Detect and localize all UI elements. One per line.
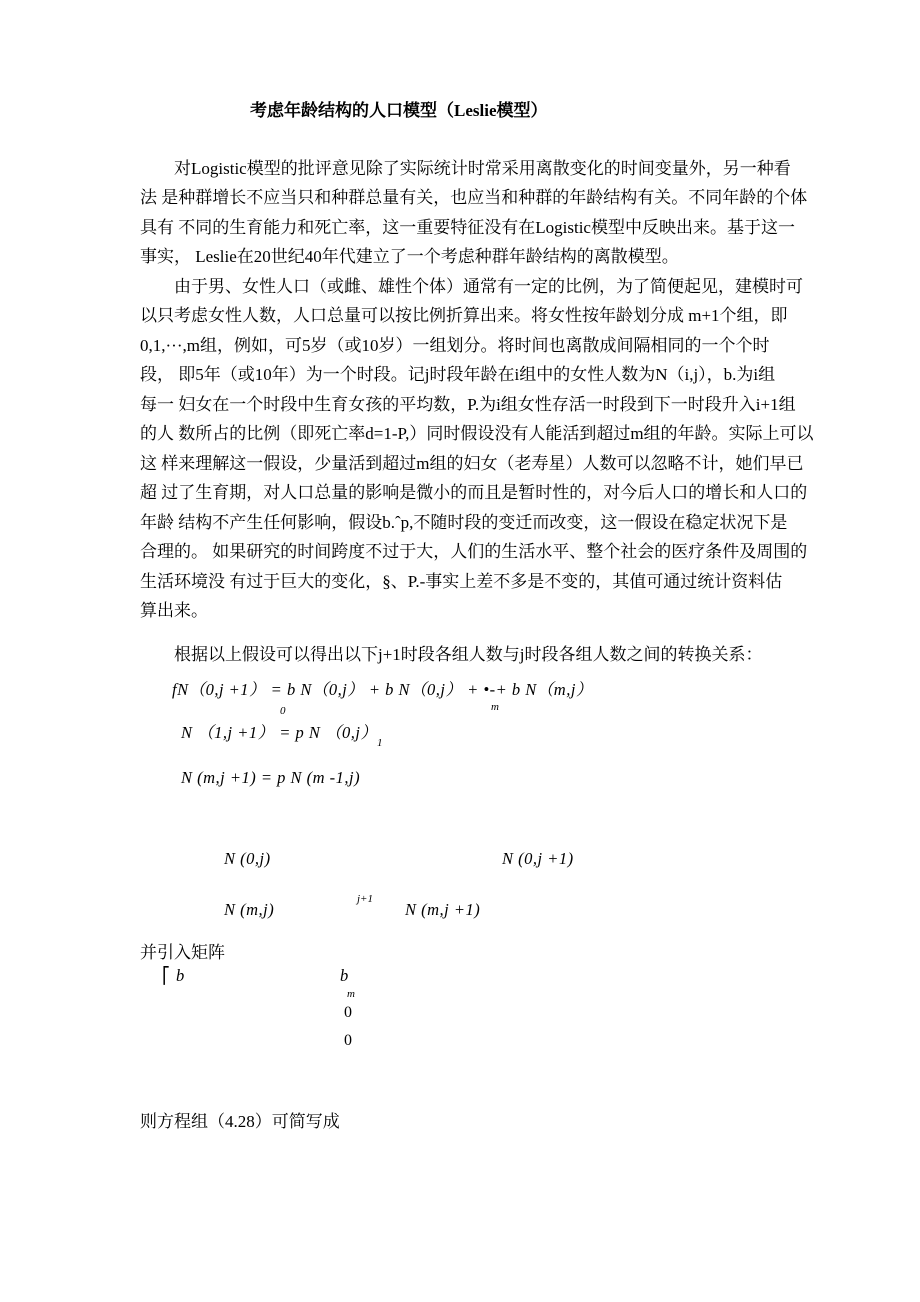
- para1-line1: 对Logistic模型的批评意见除了实际统计时常采用离散变化的时间变量外，另一种看: [174, 158, 791, 178]
- paragraph-1: [140, 154, 808, 272]
- para2-line3: 0,1,···,m组，例如，可5岁（或10岁）一组划分。将时间也离散成间隔相同的一个个时: [140, 335, 770, 355]
- formula-3: N (m,j +1) = p N (m -1,j): [181, 768, 361, 787]
- formula-2-superscript-0: 0: [280, 705, 286, 717]
- para1-line3: 具有 不同的生育能力和死亡率，这一重要特征没有在Logistic模型中反映出来。基于这一: [140, 217, 795, 237]
- matrix-entry-zero1: 0: [344, 1004, 352, 1021]
- para2-line12: 算出来。: [140, 601, 208, 620]
- formula-2: N （1,j +1） = p N （0,j）: [181, 723, 378, 742]
- matrix-intro: 并引入矩阵: [140, 943, 225, 962]
- vector-term-n0j1: N (0,j +1): [502, 849, 574, 868]
- formula-2-subscript-1: 1: [377, 737, 383, 749]
- para2-line4: 段， 即5年（或10年）为一个时段。记j时段年龄在i组中的女性人数为N（i,j），b.为i组: [140, 365, 776, 384]
- footer-text: 则方程组（4.28）可简写成: [140, 1112, 340, 1131]
- para2-line5: 每一 妇女在一个时段中生育女孩的平均数，P.为i组女性存活一时段到下一时段升入i+1组: [140, 394, 796, 414]
- formula-1: fN（0,j +1） = b N（0,j） + b N（0,j） + •-+ b N（m,j）: [172, 680, 593, 699]
- document-title: 考虑年龄结构的人口模型（Leslie模型）: [250, 101, 548, 120]
- paragraph-3: 根据以上假设可以得出以下j+1时段各组人数与j时段各组人数之间的转换关系：: [174, 644, 763, 664]
- para2-line8: 超 过了生育期，对人口总量的影响是微小的而且是暂时性的，对今后人口的增长和人口的: [140, 483, 808, 502]
- matrix-entry-b1: b: [176, 966, 185, 985]
- para2-line1: 由于男、女性人口（或雌、雄性个体）通常有一定的比例，为了简便起见，建模时可: [174, 276, 803, 296]
- superscript-j1: j+1: [357, 893, 373, 905]
- para2-line6: 的人 数所占的比例（即死亡率d=1-P,）同时假设没有人能活到超过m组的年龄。实际上可以: [140, 424, 814, 443]
- para2-line9: 年龄 结构不产生任何影响，假设b.ˆp,不随时段的变迁而改变，这一假设在稳定状况下是: [140, 512, 788, 532]
- vector-term-nmj: N (m,j): [224, 900, 275, 919]
- para1-line2: 法 是种群增长不应当只和种群总量有关，也应当和种群的年龄结构有关。不同年龄的个体: [140, 188, 808, 207]
- matrix-entry-b2: b: [340, 966, 349, 985]
- vector-term-n0j: N (0,j): [224, 849, 271, 868]
- para2-line2: 以只考虑女性人数，人口总量可以按比例折算出来。将女性按年龄划分成 m+1个组，即: [140, 306, 788, 325]
- formula-1-subscript-m: m: [491, 701, 499, 713]
- para1-line4: 事实， Leslie在20世纪40年代建立了一个考虑种群年龄结构的离散模型。: [140, 247, 679, 266]
- matrix-entry-zero2: 0: [344, 1032, 352, 1049]
- matrix-subscript-m: m: [347, 988, 355, 1000]
- paragraph-2: [140, 272, 814, 626]
- vector-term-nmj1: N (m,j +1): [405, 900, 481, 919]
- para2-line7: 这 样来理解这一假设，少量活到超过m组的妇女（老寿星）人数可以忽略不计，她们早已: [140, 453, 804, 473]
- matrix-bracket: ⎡: [162, 968, 170, 985]
- para2-line11: 生活环境没 有过于巨大的变化，§、P.-事实上差不多是不变的，其值可通过统计资料估: [140, 571, 783, 591]
- para2-line10: 合理的。 如果研究的时间跨度不过于大，人们的生活水平、整个社会的医疗条件及周围的: [140, 542, 808, 561]
- text-flow: [140, 96, 814, 669]
